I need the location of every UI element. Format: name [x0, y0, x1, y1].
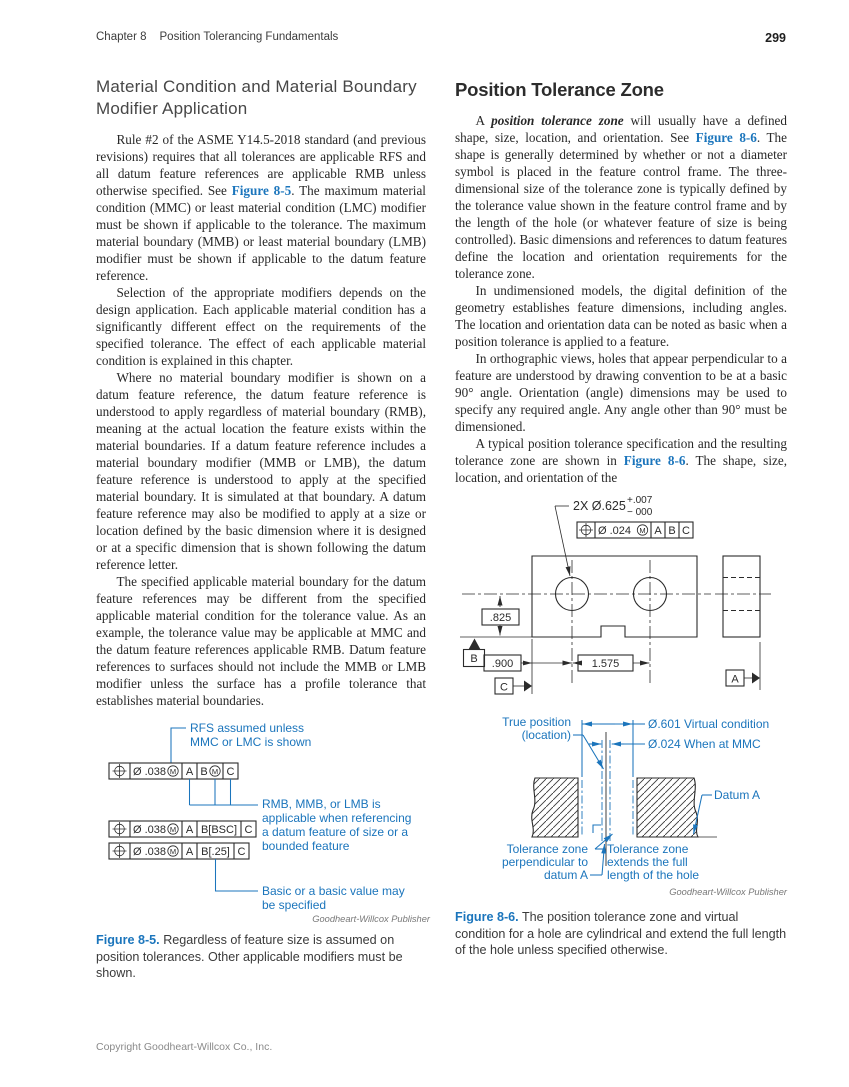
- caption-text: The position tolerance zone and virtual condition for a hole are cylindrical and extend the full length of the hole unless specified otherwise.: [455, 910, 787, 957]
- svg-text:M: M: [169, 824, 177, 834]
- feature-control-frame-1: [109, 763, 238, 779]
- datum-ref-3: C: [226, 766, 235, 778]
- datum-ref-3: C: [682, 525, 690, 537]
- paragraph: A position tolerance zone will usually have a defined shape, size, location, and orientation. See Figure 8-6. The shape is generally determined by whether or not a diameter symbol is placed in the feature control frame. The three-dimensional size of the tolerance zone is typically defined by the tolerance value shown in the feature control frame and by the length of the hole (or whatever feature of size is being controlled). Basic dimensions and references to datum features define the location and orientation requirements for the tolerance zone.: [455, 113, 788, 281]
- paragraph: In orthographic views, holes that appear perpendicular to a feature are understood by drawing convention to be at a basic 90° angle. Orientation (angle) dimensions may be used to specify any required angle. Any angle other than 90° must be dimensioned.: [455, 351, 787, 434]
- tolerance-value: Ø .024: [598, 525, 632, 537]
- figure-8-6-graphic: [455, 492, 790, 902]
- position-symbol-icon: [113, 764, 127, 778]
- svg-text:C: C: [237, 846, 246, 858]
- datum-a-symbol: [726, 642, 760, 690]
- tz-perpendicular-label-line3: datum A: [543, 868, 588, 882]
- section-right-block: [637, 778, 698, 837]
- dimension-825: [460, 596, 532, 637]
- svg-text:A: A: [731, 673, 739, 686]
- tolerance-value: Ø .038: [133, 766, 167, 778]
- mmc-modifier-icon: [637, 525, 647, 535]
- figure-label: Figure 8-5.: [96, 933, 160, 947]
- svg-text:M: M: [169, 766, 177, 776]
- figure-8-6: [455, 492, 787, 959]
- true-position-label-line1: True position: [502, 715, 571, 729]
- svg-text:be specified: be specified: [262, 898, 327, 912]
- svg-text:M: M: [211, 766, 219, 776]
- rfs-callout: [171, 721, 311, 763]
- section-heading-material-condition: Material Condition and Material Boundary Modifier Application: [96, 77, 417, 118]
- tz-perpendicular-label-line2: perpendicular to: [501, 855, 588, 869]
- svg-text:Ø .038: Ø .038: [133, 846, 167, 858]
- paragraph: The specified applicable material boundary for the datum feature references may be different from the specified applicable material condition for the tolerance value. As an example, the tolerance value may be applicable at MMC and the datum feature references applicable RMB. Datum feature references to surfaces should not include the MMB or LMB modifier unless the surface has a profile tolerance that establishes material boundaries.: [96, 574, 426, 708]
- svg-text:RMB, MMB, or LMB is: RMB, MMB, or LMB is: [262, 797, 381, 811]
- svg-text:.825: .825: [489, 612, 512, 624]
- perpendicularity-mark: [593, 825, 601, 833]
- svg-text:1.575: 1.575: [591, 658, 620, 670]
- svg-text:Ø .038: Ø .038: [133, 824, 167, 836]
- section-heading-position-tolerance-zone: Position Tolerance Zone: [455, 79, 664, 100]
- svg-text:M: M: [169, 846, 177, 856]
- tz-perpendicular-label-line1: Tolerance zone: [506, 842, 588, 856]
- feature-control-frame-2: [109, 821, 256, 837]
- datum-c-symbol: [495, 678, 532, 694]
- feature-control-frame-3: [109, 843, 249, 859]
- figure-label: Figure 8-6.: [455, 910, 519, 924]
- datum-ref-2: B: [200, 766, 208, 778]
- feature-control-frame: [577, 522, 693, 538]
- chapter-number: Chapter 8: [96, 31, 147, 43]
- basic-callout: [216, 859, 405, 912]
- svg-text:applicable when referencing: applicable when referencing: [262, 811, 412, 825]
- datum-ref-2: B: [668, 525, 676, 537]
- mmc-zone-label: Ø.024 When at MMC: [648, 737, 761, 751]
- figure-8-5: [96, 715, 430, 982]
- page-number: 299: [765, 31, 786, 45]
- mmb-modifier-icon: [210, 766, 220, 776]
- figure-credit: Goodheart-Willcox Publisher: [669, 887, 787, 897]
- rfs-callout-line2: MMC or LMC is shown: [190, 735, 312, 749]
- tz-full-length-label-line3: length of the hole: [607, 868, 700, 882]
- svg-text:M: M: [639, 525, 646, 535]
- datum-b-symbol: [464, 639, 485, 667]
- paragraph: Rule #2 of the ASME Y14.5-2018 standard (and previous revisions) requires that all tolerances are applicable RFS and all datum feature references are applicable RMB unless otherwise specified. See Figure 8-5. The maximum material condition (MMC) or least material condition (LMC) modifier must be shown if applicable to the tolerance. The maximum material boundary (MMB) or least material boundary (LMB) modifier must be shown if applicable to the datum feature reference.: [96, 132, 426, 283]
- svg-text:C: C: [500, 681, 508, 694]
- datum-ref-1: A: [654, 525, 662, 537]
- virtual-condition-label: Ø.601 Virtual condition: [648, 717, 770, 731]
- paragraph: A typical position tolerance specification and the resulting tolerance zone are shown in Figure 8-6. The shape, size, location, and orientation of the: [455, 436, 787, 485]
- svg-text:B[BSC]: B[BSC]: [200, 824, 238, 836]
- page-footer: Copyright Goodheart-Willcox Co., Inc.: [96, 1041, 273, 1053]
- dimension-1575: [573, 655, 650, 671]
- page-header: [96, 31, 786, 45]
- figure-8-5-caption: [96, 932, 426, 982]
- svg-text:a datum feature of size or a: a datum feature of size or a: [262, 825, 409, 839]
- paragraph: Where no material boundary modifier is shown on a datum feature reference, the datum feature reference is understood to apply regardless of material boundary (RMB), meaning at the actual location the feature exists within the material boundaries. If a datum feature reference includes a material boundary modifier (MMB or LMB), the datum feature reference is understood to apply at the specified material boundary. It is simulated at that boundary. A datum feature reference may also be modified to apply at a size or location defined by the basic dimension where it is designed or at a specific dimension that is shown following the datum reference letter.: [96, 370, 426, 572]
- position-symbol-icon: [113, 822, 127, 836]
- svg-text:Basic or a basic value may: Basic or a basic value may: [262, 884, 405, 898]
- figure-credit: Goodheart-Willcox Publisher: [312, 914, 430, 924]
- mmc-modifier-icon: [168, 766, 178, 776]
- datum-a-label: Datum A: [714, 788, 761, 802]
- position-symbol-icon: [113, 844, 127, 858]
- tolerance-minus: − 000: [627, 507, 653, 518]
- caption-text: Regardless of feature size is assumed on position tolerances. Other applicable modifiers must be shown.: [96, 933, 403, 980]
- paragraph: In undimensioned models, the digital definition of the geometry establishes feature dimensions, including angles. The location and orientation data can be noted as basic when a position tolerance is applied to a feature.: [455, 283, 787, 349]
- svg-text:A: A: [185, 824, 194, 836]
- paragraph: Selection of the appropriate modifiers depends on the design application. Each applicable material condition has a significantly different effect on the requirements of the specified tolerance. The effect of each applicable material condition is explained in this chapter.: [96, 285, 426, 368]
- cross-section: [502, 715, 769, 882]
- section-left-block: [532, 778, 578, 837]
- running-head: [96, 31, 338, 45]
- svg-text:.900: .900: [491, 658, 514, 670]
- svg-text:C: C: [244, 824, 253, 836]
- figure-8-5-graphic: [96, 715, 432, 925]
- figure-8-6-caption: [455, 909, 787, 959]
- right-column: [455, 79, 787, 959]
- datum-ref-1: A: [185, 766, 194, 778]
- svg-text:A: A: [185, 846, 194, 858]
- rfs-callout-line1: RFS assumed unless: [190, 721, 305, 735]
- mmc-modifier-icon: [168, 846, 178, 856]
- side-view: [715, 556, 771, 637]
- tolerance-plus: +.007: [627, 495, 653, 506]
- rmb-callout: [190, 779, 412, 853]
- mmc-modifier-icon: [168, 824, 178, 834]
- left-column: [96, 76, 430, 982]
- hole-note-text: 2X Ø.625: [573, 499, 626, 513]
- svg-text:B: B: [470, 653, 478, 665]
- true-position-label-line2: (location): [521, 728, 571, 742]
- tz-full-length-label-line2: extends the full: [607, 855, 688, 869]
- svg-text:B[.25]: B[.25]: [201, 846, 230, 858]
- tz-full-length-label-line1: Tolerance zone: [607, 842, 689, 856]
- chapter-title: Position Tolerancing Fundamentals: [159, 31, 339, 43]
- position-symbol-icon: [579, 523, 593, 537]
- svg-text:bounded feature: bounded feature: [262, 839, 350, 853]
